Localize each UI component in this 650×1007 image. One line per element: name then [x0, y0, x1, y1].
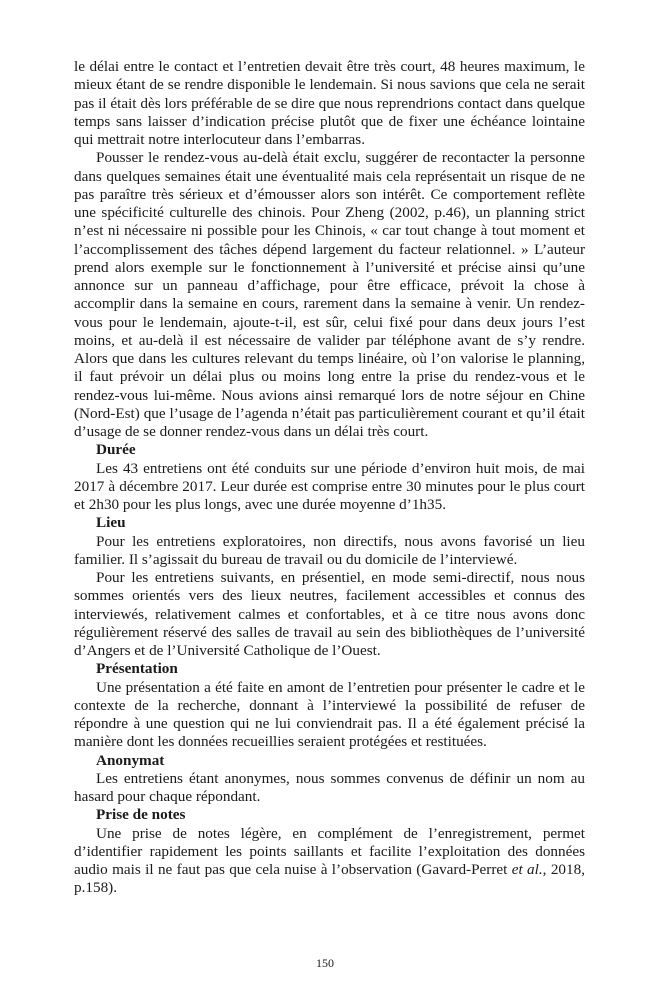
- section-heading-prise-de-notes: Prise de notes: [96, 806, 186, 824]
- document-body: [74, 58, 585, 898]
- paragraph-anonymat: Les entretiens étant anonymes, nous sommes convenus de définir un nom au hasard pour chaque répondant.: [74, 769, 585, 805]
- citation-text-before: Une prise de notes légère, en complément de l’enregistrement, permet d’identifier rapidement les points saillants et facilite l’exploitation des données audio mais il ne faut pas que cela nuise à l’observation (Gavard-Perret: [74, 824, 585, 878]
- page-number: 150: [316, 956, 334, 970]
- paragraph-duree: Les 43 entretiens ont été conduits sur une période d’environ huit mois, de mai 2017 à décembre 2017. Leur durée est comprise entre 30 minutes pour le plus court et 2h30 pour les plus longs, avec une durée moyenne d’1h35.: [74, 459, 585, 513]
- section-heading-presentation: Présentation: [96, 660, 178, 678]
- paragraph-lieu-suivants: Pour les entretiens suivants, en présentiel, en mode semi-directif, nous nous sommes orientés vers des lieux neutres, facilement accessibles et connus des interviewés, relativement calmes et confortables, et à ce titre nous avons donc régulièrement réservé des salles de travail au sein des bibliothèques de l’université d’Angers et de l’Université Catholique de l’Ouest.: [74, 569, 585, 659]
- citation-et-al: et al.: [511, 861, 543, 878]
- section-heading-duree: Durée: [96, 441, 136, 459]
- paragraph-prise-de-notes: [74, 825, 585, 898]
- section-heading-anonymat: Anonymat: [96, 751, 165, 769]
- paragraph-presentation: Une présentation a été faite en amont de l’entretien pour présenter le cadre et le contexte de la recherche, donnant à l’interviewé la possibilité de refuser de répondre à une question qui ne lui conviendrait pas. Il a été également précisé la manière dont les données recueillies seraient protégées et restituées.: [74, 678, 585, 751]
- section-heading-lieu: Lieu: [96, 514, 126, 532]
- paragraph-delai-continuation: le délai entre le contact et l’entretien devait être très court, 48 heures maximum, le mieux étant de se rendre disponible le lendemain. Si nous savions que cela ne serait pas il était dès lors préférable de se dire que nous reprendrions contact dans quelque temps sans laisser d’indication précise plutôt que de fixer une échéance lointaine qui mettrait notre interlocuteur dans l’embarras.: [74, 58, 585, 148]
- paragraph-rendez-vous: Pousser le rendez-vous au-delà était exclu, suggérer de recontacter la personne dans quelques semaines était une éventualité mais cela représentait un risque de ne pas paraître très sérieux et d’émousser alors son intérêt. Ce comportement reflète une spécificité culturelle des chinois. Pour Zheng (2002, p.46), un planning strict n’est ni nécessaire ni possible pour les Chinois, « car tout change à tout moment et l’accomplissement des tâches dépend largement du facteur relationnel. » L’auteur prend alors exemple sur le fonctionnement à l’université et précise ainsi qu’une annonce sur un panneau d’affichage, pour être efficace, prévoit la chose à accomplir dans la semaine en cours, rarement dans la semaine à venir. Un rendez-vous pour le lendemain, ajoute-t-il, est sûr, celui fixé pour dans deux jours l’est moins, et au-delà il est nécessaire de valider par téléphone avant de s’y rendre. Alors que dans les cultures relevant du temps linéaire, où l’on valorise le planning, il faut prévoir un délai plus ou moins long entre la prise du rendez-vous et le rendez-vous lui-même. Nous avions ainsi remarqué lors de notre séjour en Chine (Nord-Est) que l’usage de l’agenda n’était pas particulièrement courant et qu’il était d’usage de se donner rendez-vous dans un délai très court.: [74, 149, 585, 440]
- paragraph-lieu-exploratoires: Pour les entretiens exploratoires, non directifs, nous avons favorisé un lieu familier. Il s’agissait du bureau de travail ou du domicile de l’interviewé.: [74, 532, 585, 568]
- citation-text-after: , 2018, p.158).: [74, 861, 585, 897]
